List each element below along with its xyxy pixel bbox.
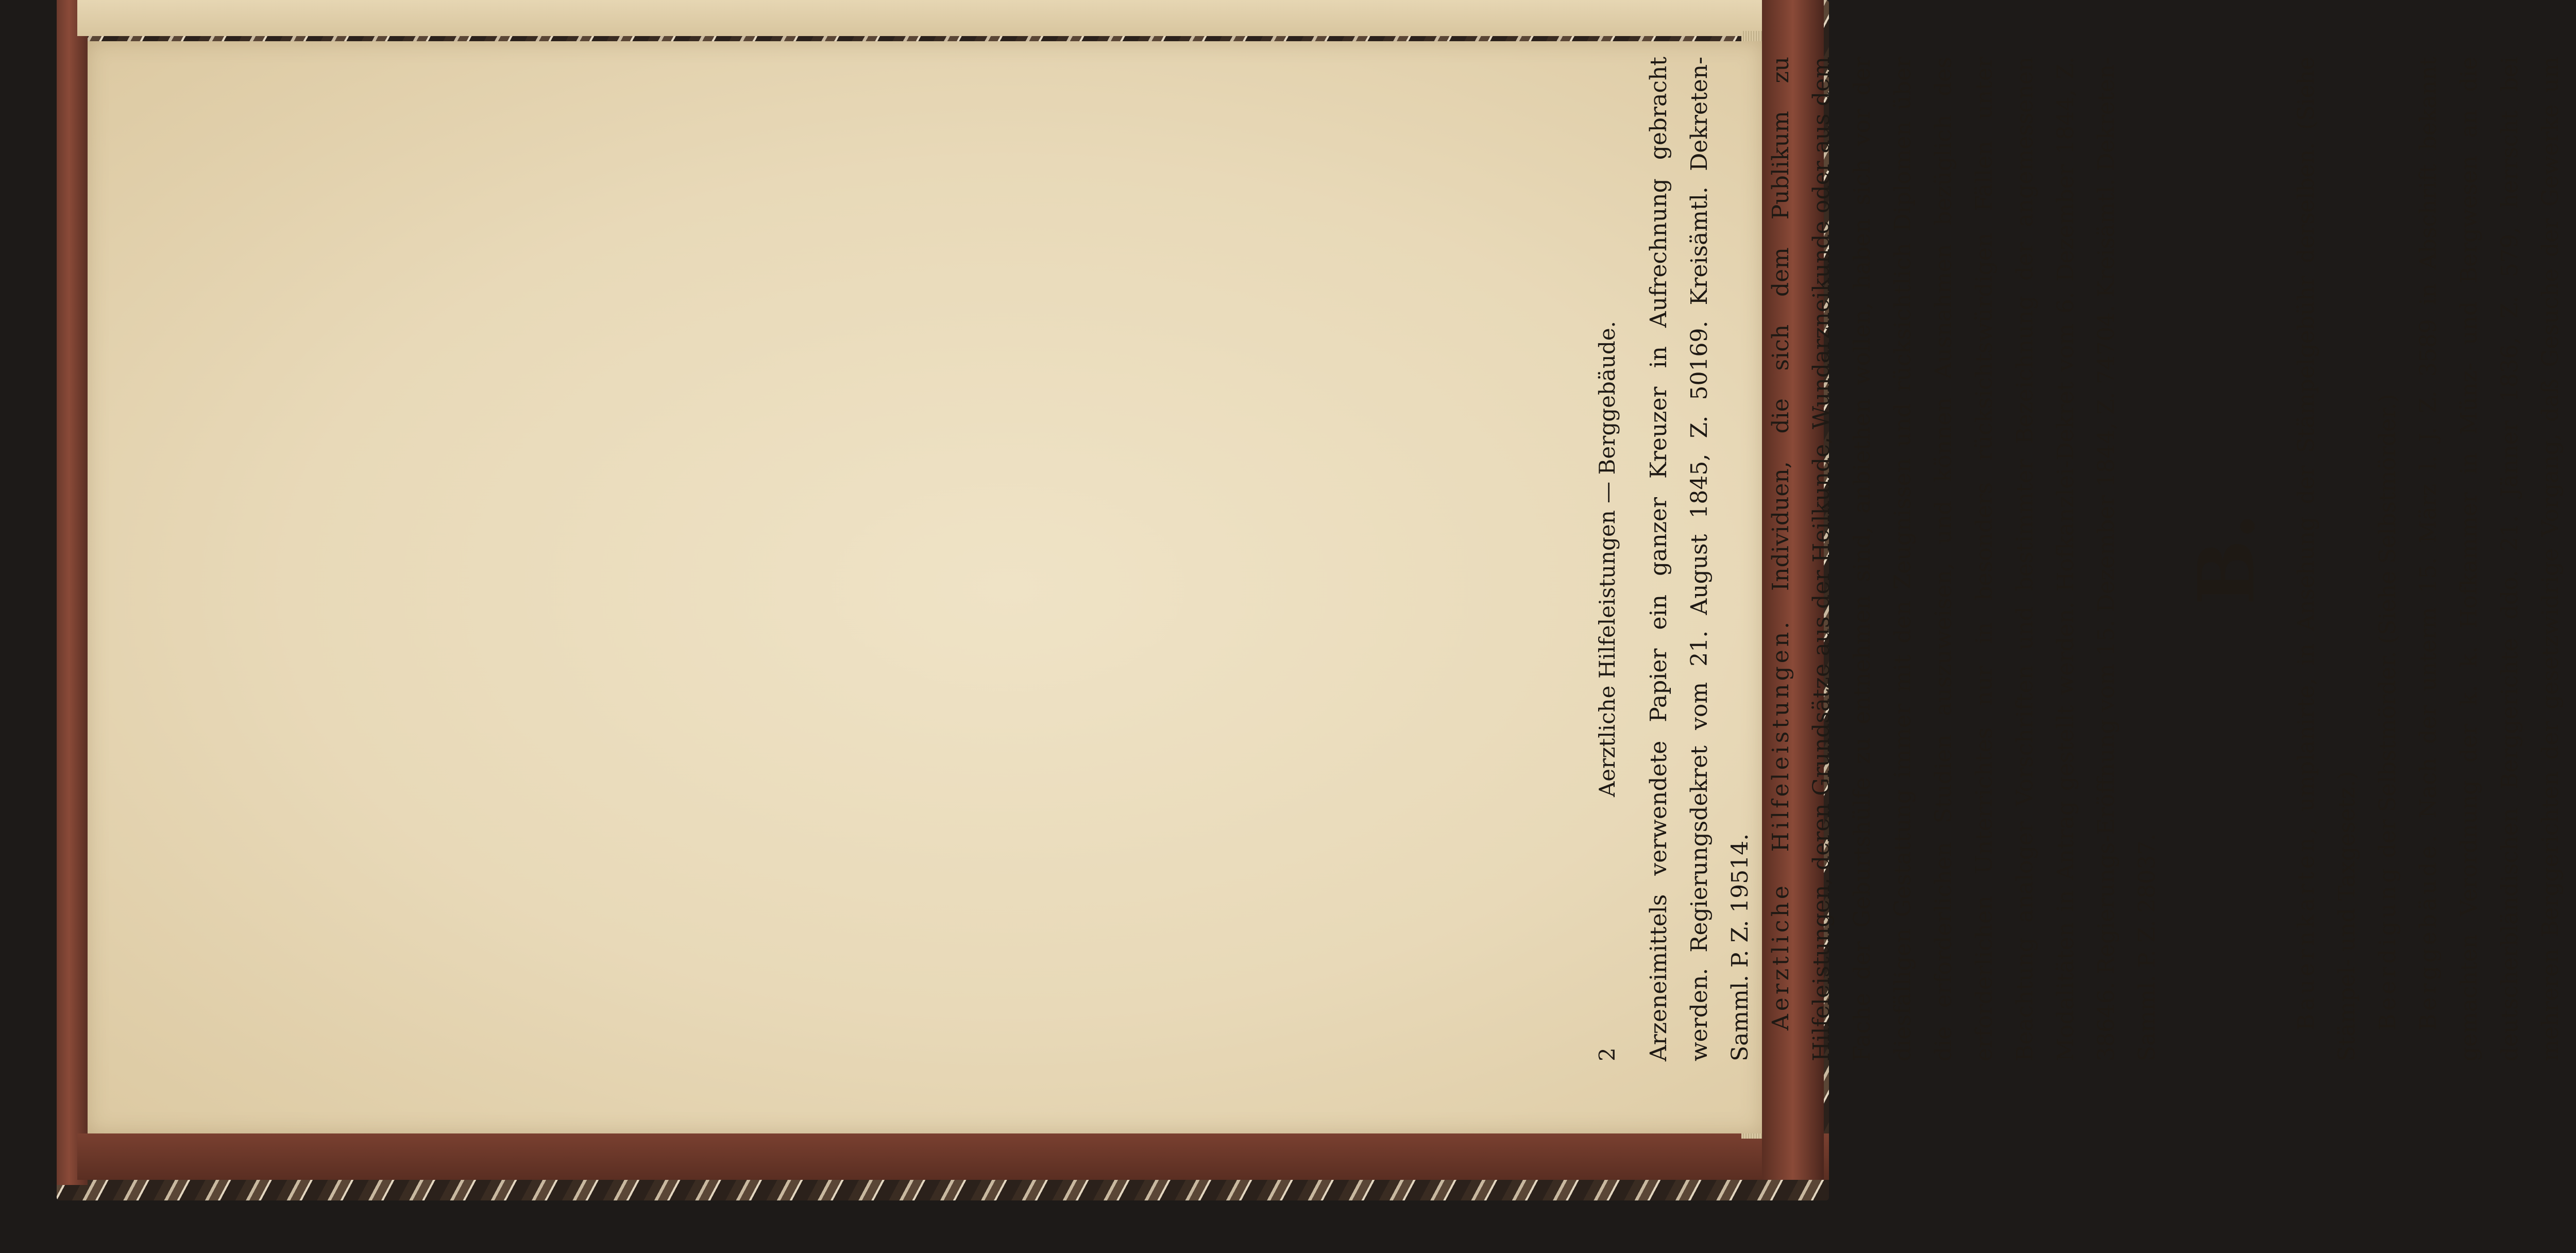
book-page: [88, 41, 1762, 1133]
page-number: 2: [1595, 1047, 1620, 1061]
cover-bottom-edge: [77, 1133, 1829, 1180]
running-title: Aerztliche Hilfeleistungen — Berggebäude.: [1595, 320, 1620, 798]
entry-lead: Beerdigung: [2375, 865, 2401, 1030]
cover-spine-edge: [57, 0, 88, 1185]
paragraph-bauernkarten: Bauernkarten, umplanirte, in Ansehung der Stämpelgebühr derselben. (Siehe Stämpel- und Taxgesetz.): [2293, 57, 2360, 1061]
entry-lead: Bauernkarten,: [2293, 824, 2319, 1030]
paragraph-aerztliche-hilfeleistungen: Aerztliche Hilfeleistungen. Individuen, die sich dem Publikum zu Hilfeleistungen, deren Grundsätze aus der Heilkunde, Wundarzneikunde oder aus dem Fache der Geburtshülfe zu entnehmen sind, anbiethen wollen, haben sich vor der diesfälligen Gestattung immer mit den Zeugnissen und rücksichtlich Diplomen über die erforderlichen Studien auszuweisen, und können Ausnahmen bezüglich des erforderlichen Unterrichtes nur in besonders rücksichtswürdigen Fällen unter Beachtung analoger Vorschriften und bestimmter Bezeichnung der angemessenen Modalitäten in Antrag gestellt werden. Hofkanzlei-Dekret vom 6. Dezember 1844, Z. 38646. Regierungs-Eröffnung vom 15. Dezember 1844, Z. 74704. Kreisämtl. Dekreten-Samml. P. Z. 28037.: [1768, 57, 2160, 1061]
paragraph-berggebaeude: Berggebäude. Nach der unterm 15. März l. J. Z. 3589 in Abschrift bekannt gemachten Verordnung der k. k. Hofkammer in Münz- und Bergwesen an die deutscherbländischen Berggerichte ddo. 21. Jänner 1836, Z. 579, herrscht bei mehreren Berggerichten der gesetzwidrige Vorgang, daß Gesuche der Gewerke um: [2415, 57, 2564, 1061]
entry-lead: Berggebäude.: [2415, 832, 2442, 1030]
entry-lead: Aerztliche Hilfeleistungen.: [1768, 618, 1794, 1030]
paragraph-beerdigung: Beerdigung der Selbstmörder. (Siehe Selbstmörder.): [2375, 394, 2401, 1030]
paragraph-arzeneimittels: Arzeneimittels verwendete Papier ein ganzer Kreuzer in Aufrechnung gebracht werden. Regierungsdekret vom 21. August 1845, Z. 50169. Kreisämtl. Dekreten-Samml. P. Z. 19514.: [1646, 57, 1753, 1061]
running-header: [1577, 57, 1638, 1061]
previous-page-edge: [77, 0, 1762, 36]
section-letter-heading: B.: [2181, 513, 2272, 605]
page-text-block: [1577, 57, 2576, 1061]
